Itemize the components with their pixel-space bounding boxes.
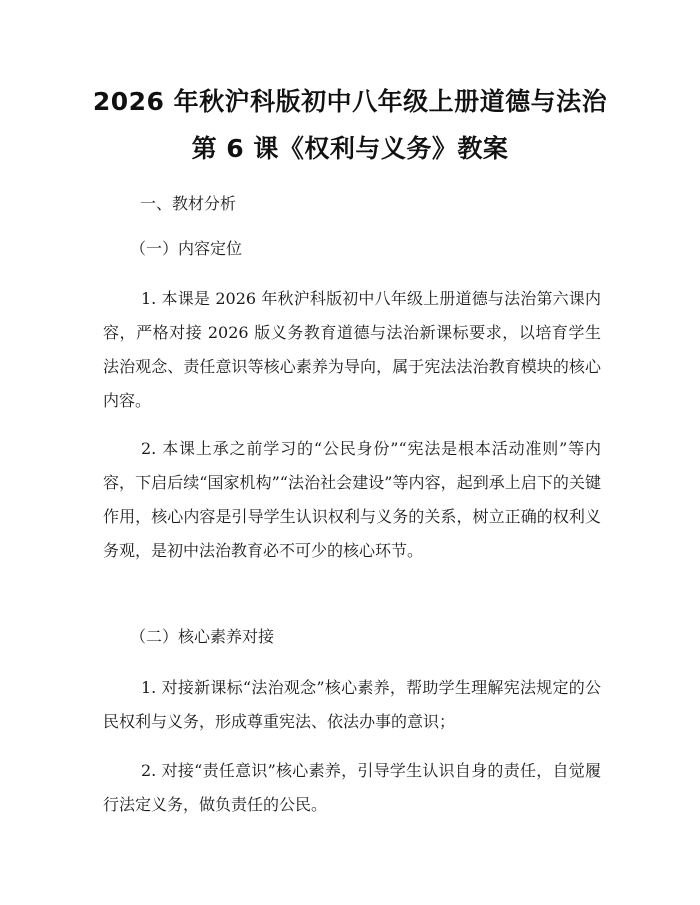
subsection-heading-content-positioning: （一）内容定位: [130, 239, 243, 258]
paragraph-content-positioning-1: 1. 本课是 2026 年秋沪科版初中八年级上册道德与法治第六课内容，严格对接 2026 版义务教育道德与法治新课标要求，以培育学生法治观念、责任意识等核心素养为导向，属于宪法法治教育模块的核心内容。: [103, 289, 601, 410]
subsection-heading-core-literacy: （二）核心素养对接: [130, 627, 275, 646]
paragraph-core-literacy-2: 2. 对接“责任意识”核心素养，引导学生认识自身的责任，自觉履行法定义务，做负责任的公民。: [103, 761, 601, 814]
document-title-line-2: 第 6 课《权利与义务》教案: [191, 134, 509, 163]
document-title-line-1: 2026 年秋沪科版初中八年级上册道德与法治: [92, 87, 608, 116]
section-heading-textbook-analysis: 一、教材分析: [140, 194, 237, 213]
paragraph-core-literacy-1: 1. 对接新课标“法治观念”核心素养，帮助学生理解宪法规定的公民权利与义务，形成尊重宪法、依法办事的意识；: [103, 678, 601, 731]
paragraph-content-positioning-2: 2. 本课上承之前学习的“公民身份”“宪法是根本活动准则”等内容，下启后续“国家机构”“法治社会建设”等内容，起到承上启下的关键作用，核心内容是引导学生认识权利与义务的关系，树立正确的权利义务观，是初中法治教育必不可少的核心环节。: [103, 439, 601, 560]
